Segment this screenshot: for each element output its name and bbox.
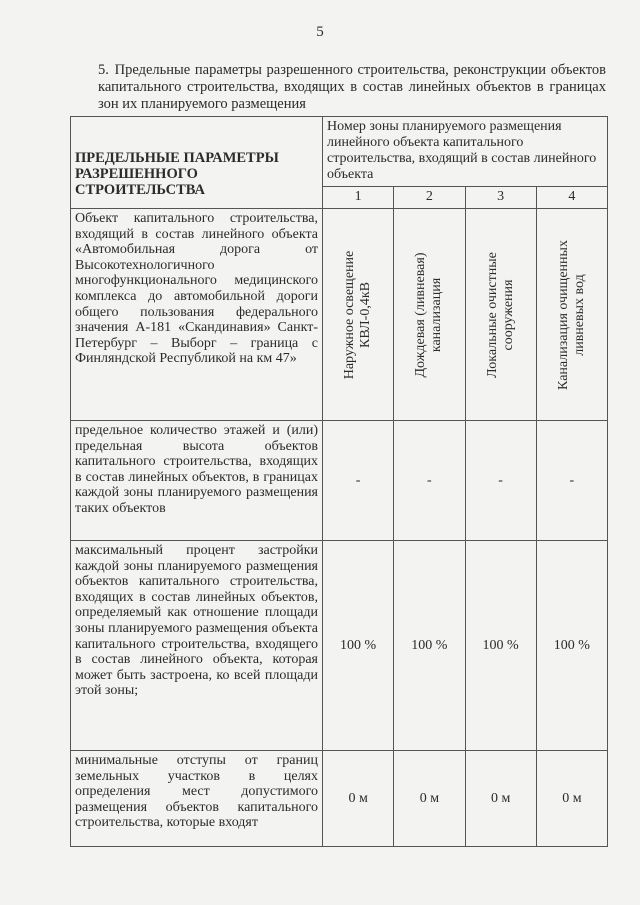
zone-object-cell-2 [394, 209, 465, 421]
row-value: - [323, 421, 394, 541]
zone-number-3: 3 [465, 187, 536, 209]
row-value: 0 м [394, 751, 465, 847]
zone-object-cell-1 [323, 209, 394, 421]
parameters-table [70, 116, 608, 847]
object-label-cell [71, 209, 323, 421]
header-zone: Номер зоны планируемого размещения линейного объекта капитального строительства, входящий в состав линейного объекта [327, 119, 597, 182]
row-label: предельное количество этажей и (или) предельная высота объектов капитального строительства, входящих в состав линейных объектов, в границах каждой зоны планируемого размещения таких объектов [71, 421, 323, 541]
row-label: максимальный процент застройки каждой зоны планируемого размещения объектов капитального строительства, входящих в состав линейных объектов, определяемый как отношение площади зоны планируемого размещения объекта капитального строительства, входящего в состав линейного объекта, которая может быть застроена, ко всей площади этой зоны; [71, 541, 323, 751]
section-number: 5. [98, 62, 109, 78]
zone-object-cell-4 [536, 209, 607, 421]
table-row [71, 421, 608, 541]
zone-number-2: 2 [394, 187, 465, 209]
section-text: Предельные параметры разрешенного строительства, реконструкции объектов капитального строительства, входящих в состав линейных объектов в границах зон их планируемого размещения [98, 62, 606, 112]
row-value: 100 % [323, 541, 394, 751]
header-row [71, 117, 608, 187]
zone-object-2: Дождевая (ливневая) канализация [413, 252, 445, 377]
section-heading [98, 62, 606, 113]
table-row [71, 541, 608, 751]
object-label: Объект капитального строительства, входящий в состав линейного объекта «Автомобильная дорога от Высокотехнологичного многофункционального медицинского комплекса до автомобильной дороги общего пользования федерального значения А-181 «Скандинавия» Санкт-Петербург – Выборг – граница с Финляндской Республикой на км 47» [75, 211, 318, 367]
zone-object-1: Наружное освещение КВЛ-0,4кВ [342, 250, 374, 379]
row-value: - [536, 421, 607, 541]
row-value: 100 % [394, 541, 465, 751]
row-value: 100 % [465, 541, 536, 751]
header-title-cell [71, 117, 323, 209]
header-title: ПРЕДЕЛЬНЫЕ ПАРАМЕТРЫ РАЗРЕШЕННОГО СТРОИТЕЛЬСТВА [75, 149, 279, 198]
header-zone-cell [323, 117, 608, 187]
zone-object-4: Канализация очищенных ливневых вод [555, 239, 587, 390]
zone-object-3: Локальные очистные сооружения [484, 251, 516, 378]
row-value: 0 м [536, 751, 607, 847]
row-label: минимальные отступы от границ земельных участков в целях определения мест допустимого размещения объектов капитального строительства, которые входят [71, 751, 323, 847]
table-row [71, 751, 608, 847]
row-value: 100 % [536, 541, 607, 751]
zone-number-4: 4 [536, 187, 607, 209]
zone-object-cell-3 [465, 209, 536, 421]
object-row [71, 209, 608, 421]
zone-number-1: 1 [323, 187, 394, 209]
row-value: 0 м [323, 751, 394, 847]
page-number: 5 [316, 24, 324, 40]
row-value: - [394, 421, 465, 541]
row-value: 0 м [465, 751, 536, 847]
row-value: - [465, 421, 536, 541]
